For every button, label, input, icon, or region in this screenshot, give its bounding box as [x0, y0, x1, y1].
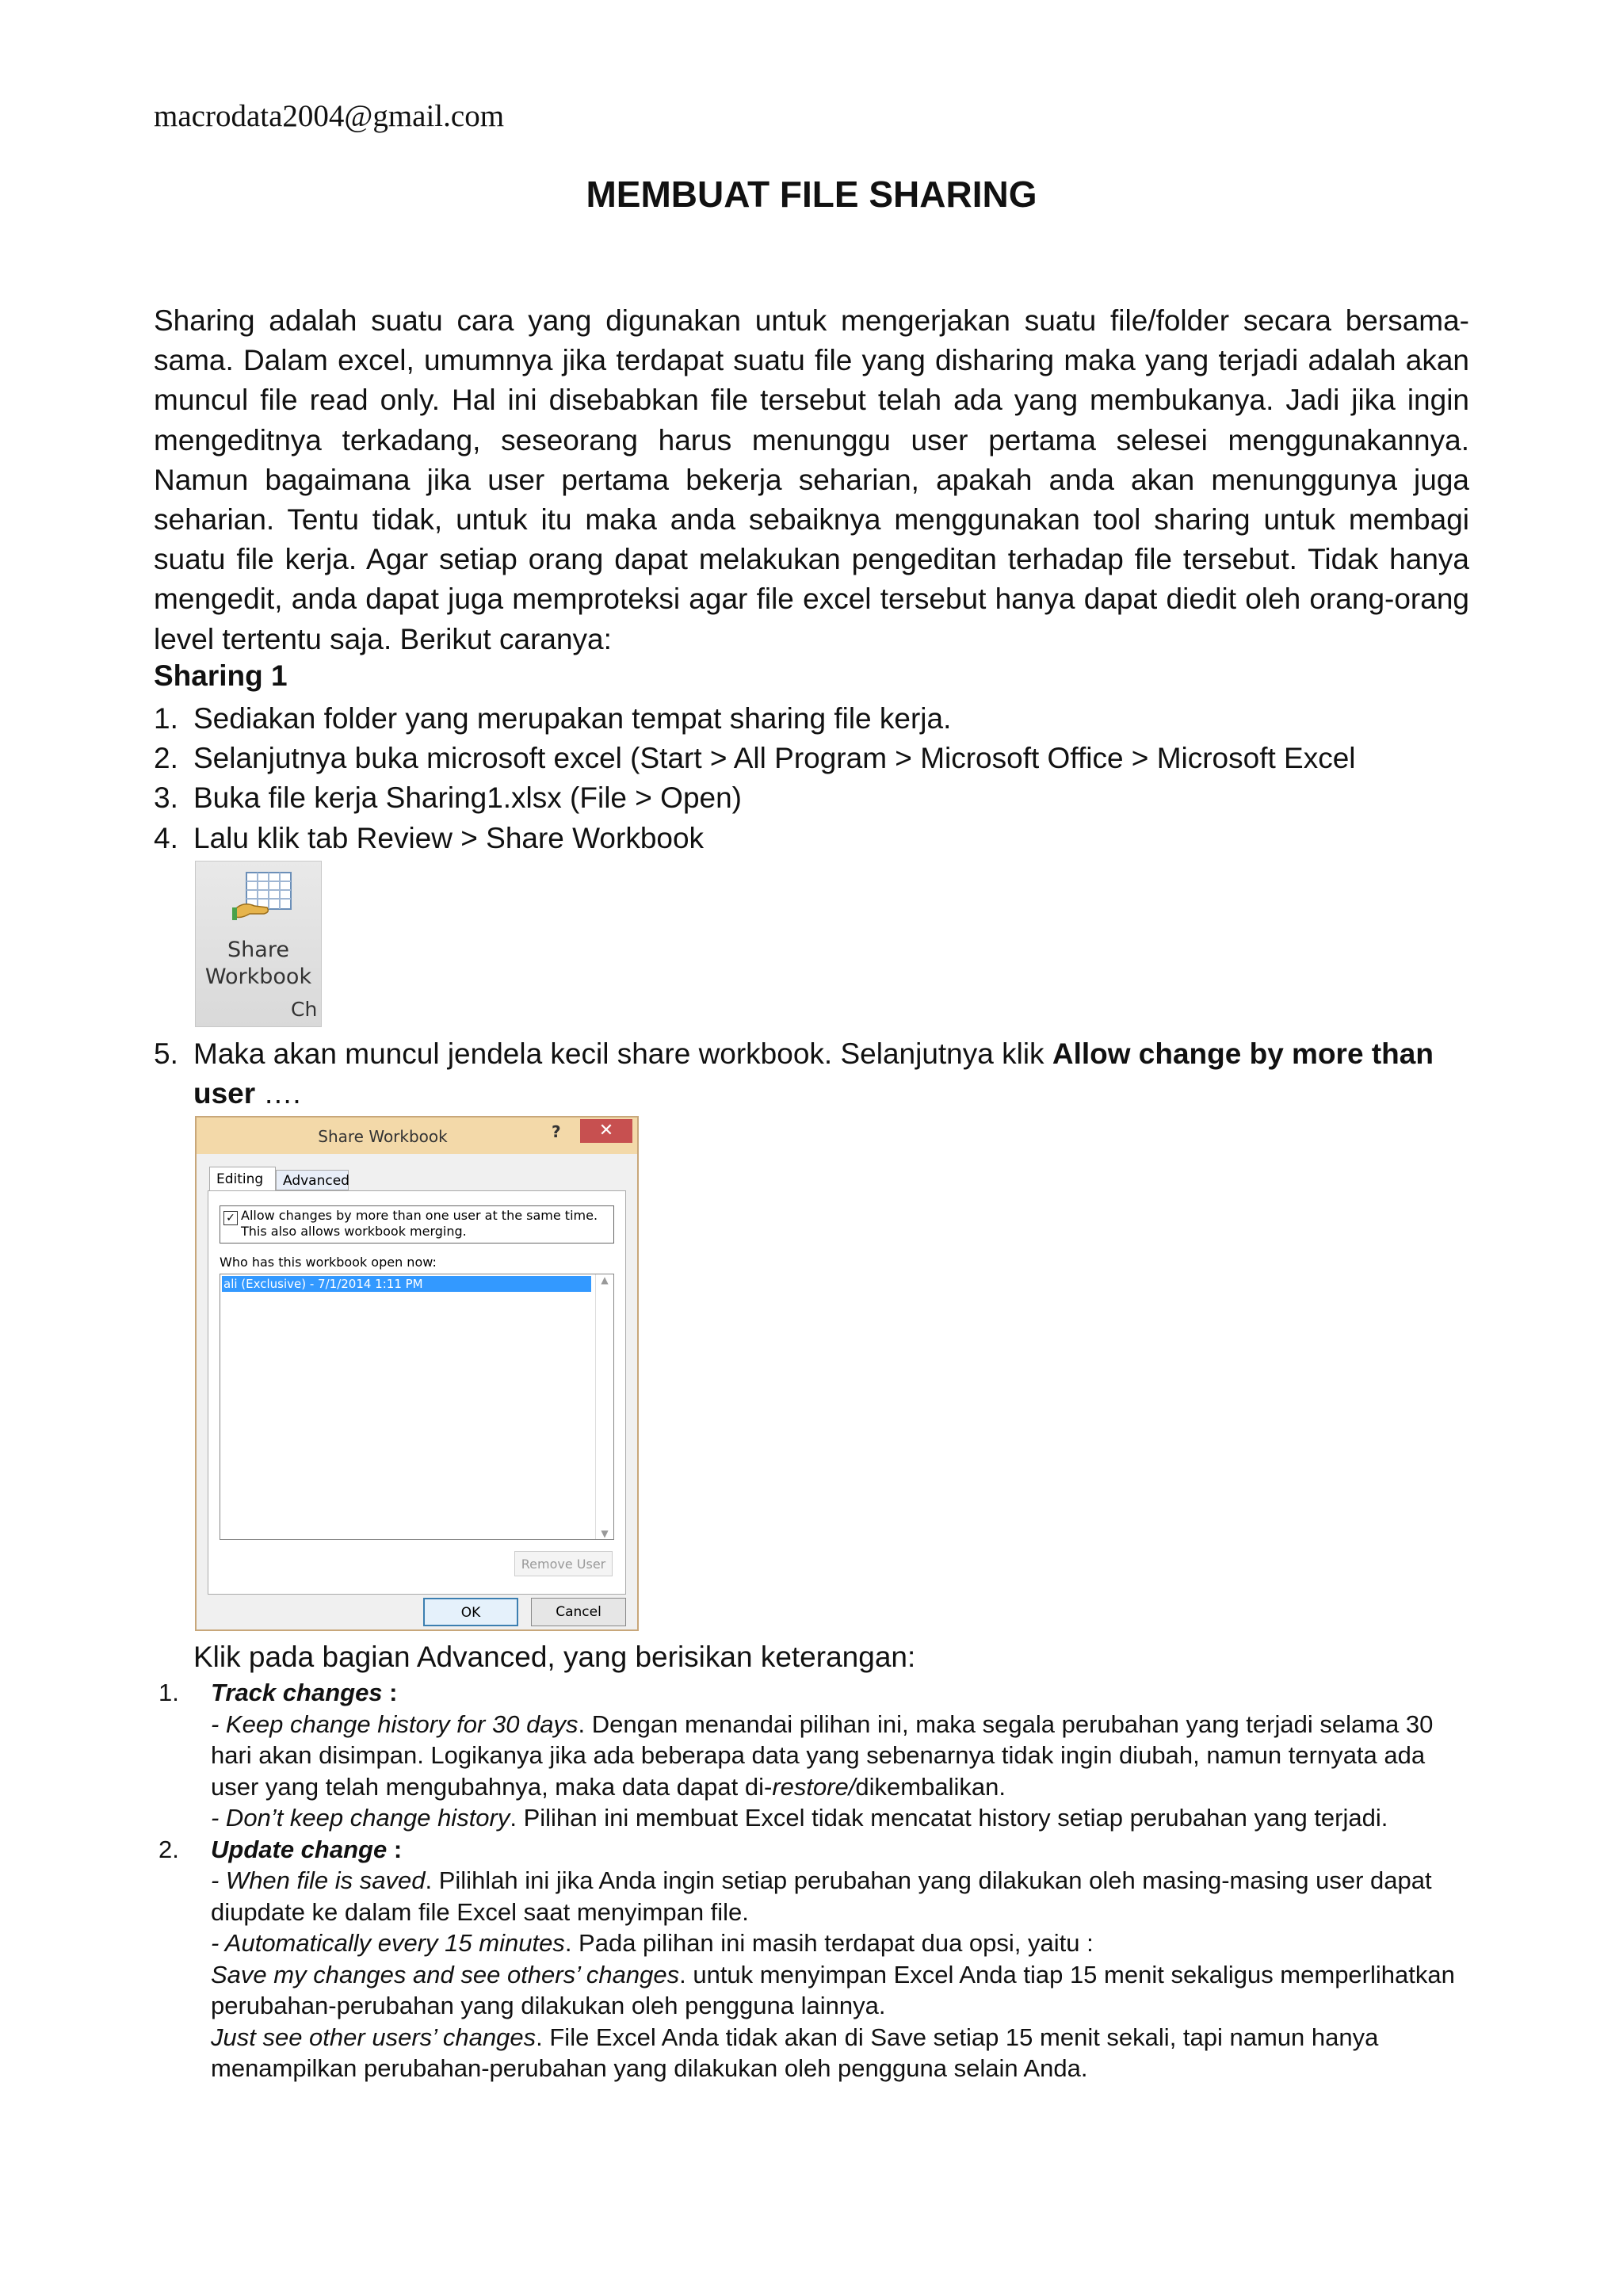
- option-label: - Keep change history for 30 days: [211, 1710, 579, 1738]
- option-label: - When file is saved: [211, 1866, 426, 1894]
- author-email: macrodata2004@gmail.com: [154, 99, 505, 133]
- sub-option-label: Save my changes and see others’ changes: [211, 1960, 680, 1988]
- option-italic: restore/: [772, 1772, 856, 1801]
- share-workbook-dialog: [195, 1116, 639, 1631]
- list-item: [158, 1834, 1458, 2084]
- list-item: [154, 739, 1469, 778]
- advanced-options-list: [158, 1677, 1458, 2084]
- dialog-title: Share Workbook: [318, 1127, 448, 1146]
- list-item: [154, 819, 1469, 858]
- step-number: 4.: [154, 821, 178, 854]
- option-text: . Pilihlah ini jika Anda ingin setiap perubahan yang dilakukan oleh masing-masing user dapat diupdate ke dalam file Excel saat menyimpan file.: [211, 1866, 1432, 1926]
- advanced-intro: Klik pada bagian Advanced, yang berisikan keterangan:: [193, 1641, 916, 1673]
- list-item[interactable]: ali (Exclusive) - 7/1/2014 1:11 PM: [222, 1276, 591, 1292]
- sub-option-text: . untuk menyimpan Excel Anda tiap 15 menit sekaligus memperlihatkan perubahan-perubahan yang dilakukan oleh pengguna lainnya.: [211, 1960, 1455, 2019]
- editing-panel: [208, 1190, 626, 1595]
- cancel-button[interactable]: Cancel: [531, 1598, 626, 1626]
- item-number: 1.: [158, 1679, 179, 1706]
- list-item: [158, 1677, 1458, 1834]
- sub-option-text: . File Excel Anda tidak akan di Save setiap 15 menit sekali, tapi namun hanya menampilkan perubahan-perubahan yang dilakukan oleh pengguna selain Anda.: [211, 2023, 1379, 2082]
- option-label: - Automatically every 15 minutes: [211, 1929, 565, 1957]
- allow-changes-label: Allow changes by more than one user at the same time. This also allows workbook merging.: [241, 1208, 598, 1239]
- list-item: [154, 1034, 1469, 1114]
- remove-user-button[interactable]: Remove User: [514, 1551, 613, 1576]
- steps-list: [154, 699, 1469, 858]
- step-text: Maka akan muncul jendela kecil share workbook. Selanjutnya klik: [193, 1037, 1052, 1070]
- scrollbar[interactable]: [595, 1274, 613, 1539]
- item-heading-colon: :: [387, 1835, 403, 1863]
- step-text-end: ….: [255, 1077, 301, 1110]
- share-workbook-icon: [232, 871, 294, 926]
- item-number: 2.: [158, 1835, 179, 1863]
- item-heading-colon: :: [382, 1679, 398, 1706]
- sub-option-label: Just see other users’ changes: [211, 2023, 537, 2051]
- help-icon[interactable]: ?: [552, 1122, 561, 1141]
- option-label: - Don’t keep change history: [211, 1804, 510, 1832]
- allow-changes-group: [220, 1205, 614, 1244]
- option-text: . Pilihan ini membuat Excel tidak mencatat history setiap perubahan yang terjadi.: [510, 1804, 1388, 1832]
- ribbon-next-label: Ch: [291, 998, 318, 1021]
- item-heading: Track changes: [211, 1679, 383, 1706]
- step-text: Buka file kerja Sharing1.xlsx (File > Open): [193, 781, 742, 815]
- ok-button[interactable]: OK: [423, 1598, 518, 1626]
- step-bold-text: Allow change by more than user: [193, 1037, 1434, 1110]
- tab-advanced[interactable]: Advanced: [276, 1170, 349, 1190]
- user-list[interactable]: [220, 1274, 614, 1540]
- step-text: Selanjutnya buka microsoft excel (Start > All Program > Microsoft Office > Microsoft Excel: [193, 742, 1356, 775]
- who-has-open-label: Who has this workbook open now:: [220, 1255, 437, 1270]
- step-number: 1.: [154, 702, 178, 735]
- step-text: Sediakan folder yang merupakan tempat sharing file kerja.: [193, 702, 952, 735]
- list-item: [154, 778, 1469, 818]
- intro-paragraph: Sharing adalah suatu cara yang digunakan untuk mengerjakan suatu file/folder secara bersama-sama. Dalam excel, umumnya jika terdapat suatu file yang disharing maka yang terjadi adalah akan muncul file read only. Hal ini disebabkan file tersebut telah ada yang membukanya. Jadi jika ingin mengeditnya terkadang, seseorang harus menunggu user pertama selesei menggunakannya. Namun bagaimana jika user pertama bekerja seharian, apakah anda akan menunggunya juga seharian. Tentu tidak, untuk itu maka anda sebaiknya menggunakan tool sharing untuk membagi suatu file kerja. Agar setiap orang dapat melakukan pengeditan terhadap file tersebut. Tidak hanya mengedit, anda dapat juga memproteksi agar file excel tersebut hanya dapat diedit oleh orang-orang level tertentu saja. Berikut caranya:: [154, 304, 1469, 655]
- option-text: . Pada pilihan ini masih terdapat dua opsi, yaitu :: [564, 1929, 1094, 1957]
- tab-editing[interactable]: Editing: [209, 1167, 276, 1192]
- share-workbook-button[interactable]: [195, 861, 322, 1027]
- list-item: [154, 699, 1469, 739]
- ribbon-button-label: Share: [227, 938, 289, 962]
- item-heading: Update change: [211, 1835, 388, 1863]
- step-number: 3.: [154, 781, 178, 815]
- allow-changes-checkbox[interactable]: ✓: [223, 1211, 238, 1225]
- page-title: MEMBUAT FILE SHARING: [586, 174, 1037, 215]
- step-text: Lalu klik tab Review > Share Workbook: [193, 821, 705, 854]
- section-heading: Sharing 1: [154, 659, 288, 692]
- scroll-up-icon[interactable]: ▲: [601, 1274, 609, 1286]
- ribbon-button-label: Workbook: [204, 965, 312, 989]
- step-number: 2.: [154, 742, 178, 775]
- option-text-end: dikembalikan.: [855, 1772, 1006, 1801]
- option-text: . Dengan menandai pilihan ini, maka segala perubahan yang terjadi selama 30 hari akan disimpan. Logikanya jika ada beberapa data yang sebenarnya tidak ingin diubah, namun ternyata ada user yang telah mengubahnya, maka data dapat di-: [211, 1710, 1434, 1801]
- close-icon[interactable]: ✕: [580, 1119, 632, 1143]
- dialog-titlebar: [197, 1117, 637, 1154]
- step-number: 5.: [154, 1037, 178, 1070]
- scroll-down-icon[interactable]: ▼: [601, 1528, 609, 1539]
